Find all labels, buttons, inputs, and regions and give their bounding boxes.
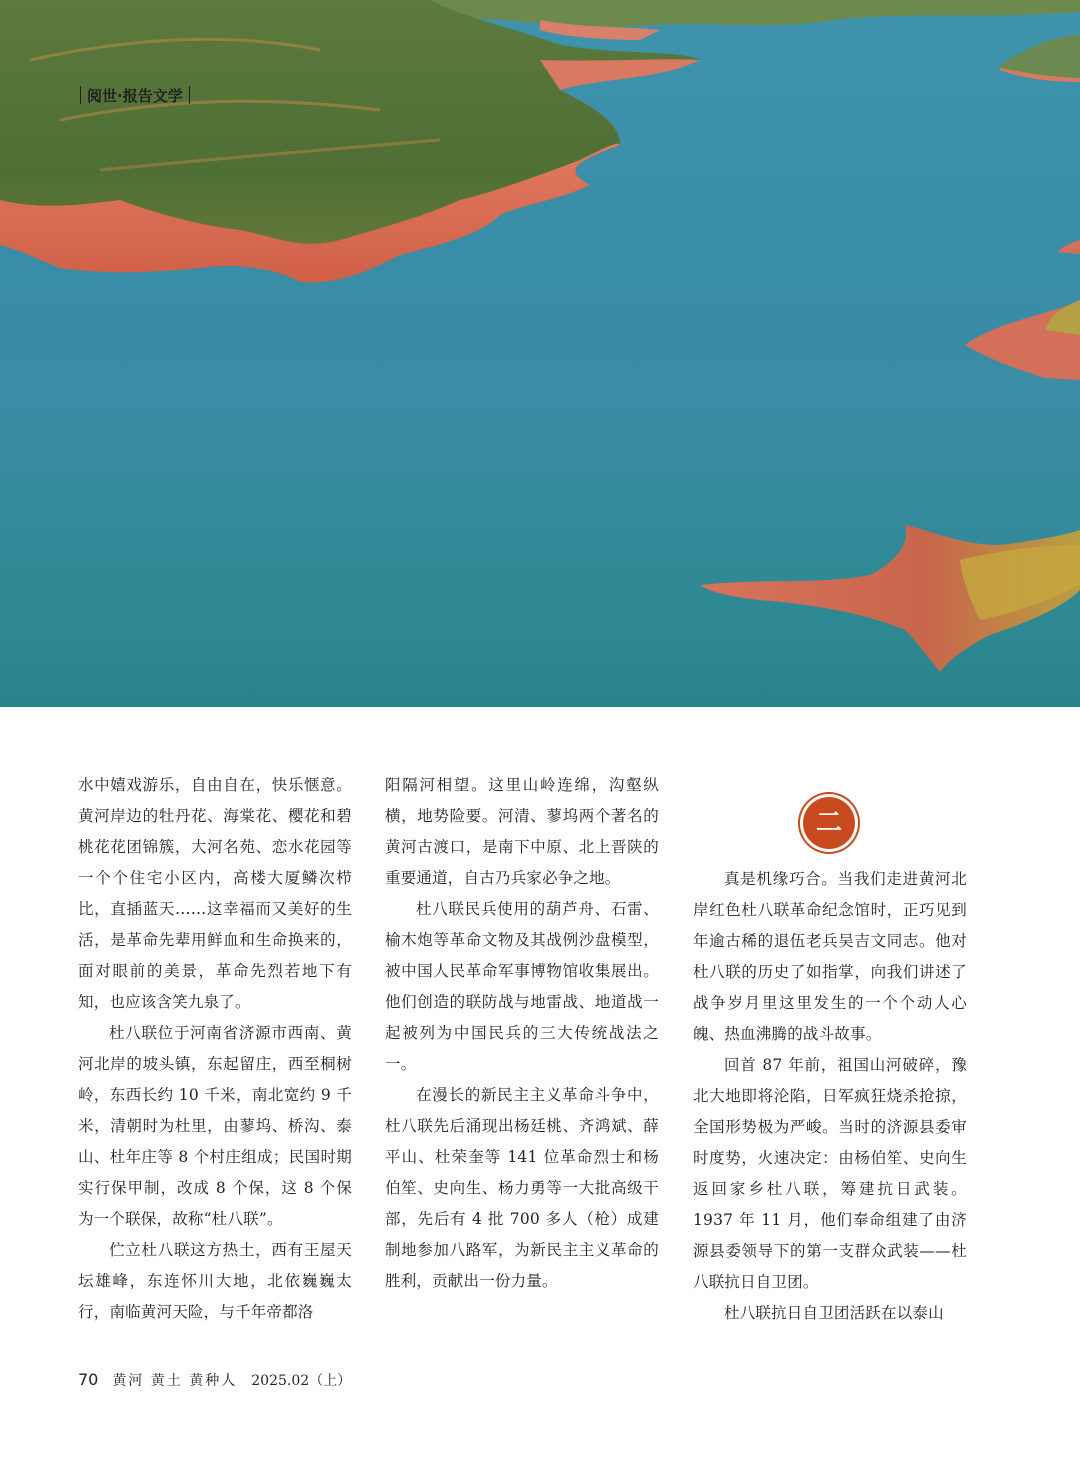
- cover-photo: [0, 0, 1080, 707]
- section-label-text: 阅世·报告文学: [87, 86, 183, 105]
- paragraph: 在漫长的新民主主义革命斗争中，杜八联先后涌现出杨廷桃、齐鸿斌、薛平山、杜荣奎等 141 位革命烈士和杨伯笙、史向生、杨力勇等一大批高级干部，先后有 4 批 700 多人（枪）成建制地参加八路军，为新民主主义革命的胜利，贡献出一份力量。: [385, 1086, 659, 1290]
- issue-date: 2025.02（上）: [251, 1373, 352, 1389]
- paragraph: 真是机缘巧合。当我们走进黄河北岸红色杜八联革命纪念馆时，正巧见到年逾古稀的退伍老兵吴吉文同志。他对杜八联的历史了如指掌，向我们讲述了战争岁月里这里发生的一个个动人心魄、热血沸腾的战斗故事。: [693, 870, 967, 1043]
- magazine-name: 黄河 黄土 黄种人: [112, 1373, 238, 1389]
- section-label: [74, 84, 196, 106]
- paragraph: 阳隔河相望。这里山岭连绵，沟壑纵横，地势险要。河清、蓼坞两个著名的黄河古渡口，是南下中原、北上晋陕的重要通道，自古乃兵家必争之地。: [385, 776, 659, 887]
- page-footer: [78, 1370, 351, 1392]
- paragraph: 回首 87 年前，祖国山河破碎，豫北大地即将沦陷，日军疯狂烧杀抢掠，全国形势极为严峻。当时的济源县委审时度势，火速决定：由杨伯笙、史向生返回家乡杜八联，筹建抗日武装。1937 年 11 月，他们奉命组建了由济源县委领导下的第一支群众武装——杜八联抗日自卫团。: [693, 1056, 967, 1291]
- text-column-3: [693, 770, 967, 1329]
- paragraph: 杜八联位于河南省济源市西南、黄河北岸的坡头镇，东起留庄，西至桐树岭，东西长约 10 千米，南北宽约 9 千米，清朝时为杜里，由蓼坞、桥沟、泰山、杜年庄等 8 个村庄组成；民国时期实行保甲制，改成 8 个保，这 8 个保为一个联保，故称“杜八联”。: [78, 1024, 352, 1228]
- divider: [80, 86, 81, 104]
- paragraph: 杜八联民兵使用的葫芦舟、石雷、榆木炮等革命文物及其战例沙盘模型，被中国人民革命军事博物馆收集展出。他们创造的联防战与地雷战、地道战一起被列为中国民兵的三大传统战法之一。: [385, 900, 659, 1073]
- divider: [189, 86, 190, 104]
- aerial-lake-illustration: [0, 0, 1080, 707]
- section-number: 二: [815, 808, 842, 838]
- paragraph: 杜八联抗日自卫团活跃在以泰山: [724, 1304, 944, 1322]
- paragraph: 伫立杜八联这方热土，西有王屋天坛雄峰，东连怀川大地，北依巍巍太行，南临黄河天险，与千年帝都洛: [78, 1241, 352, 1321]
- text-column-2: [385, 770, 659, 1297]
- paragraph: 水中嬉戏游乐，自由自在，快乐惬意。黄河岸边的牡丹花、海棠花、樱花和碧桃花花团锦簇，大河名苑、恋水花园等一个个住宅小区内，高楼大厦鳞次栉比，直插蓝天……这幸福而又美好的生活，是革命先辈用鲜血和生命换来的，面对眼前的美景，革命先烈若地下有知，也应该含笑九泉了。: [78, 776, 352, 1011]
- text-column-1: [78, 770, 352, 1328]
- page-number: 70: [78, 1370, 99, 1389]
